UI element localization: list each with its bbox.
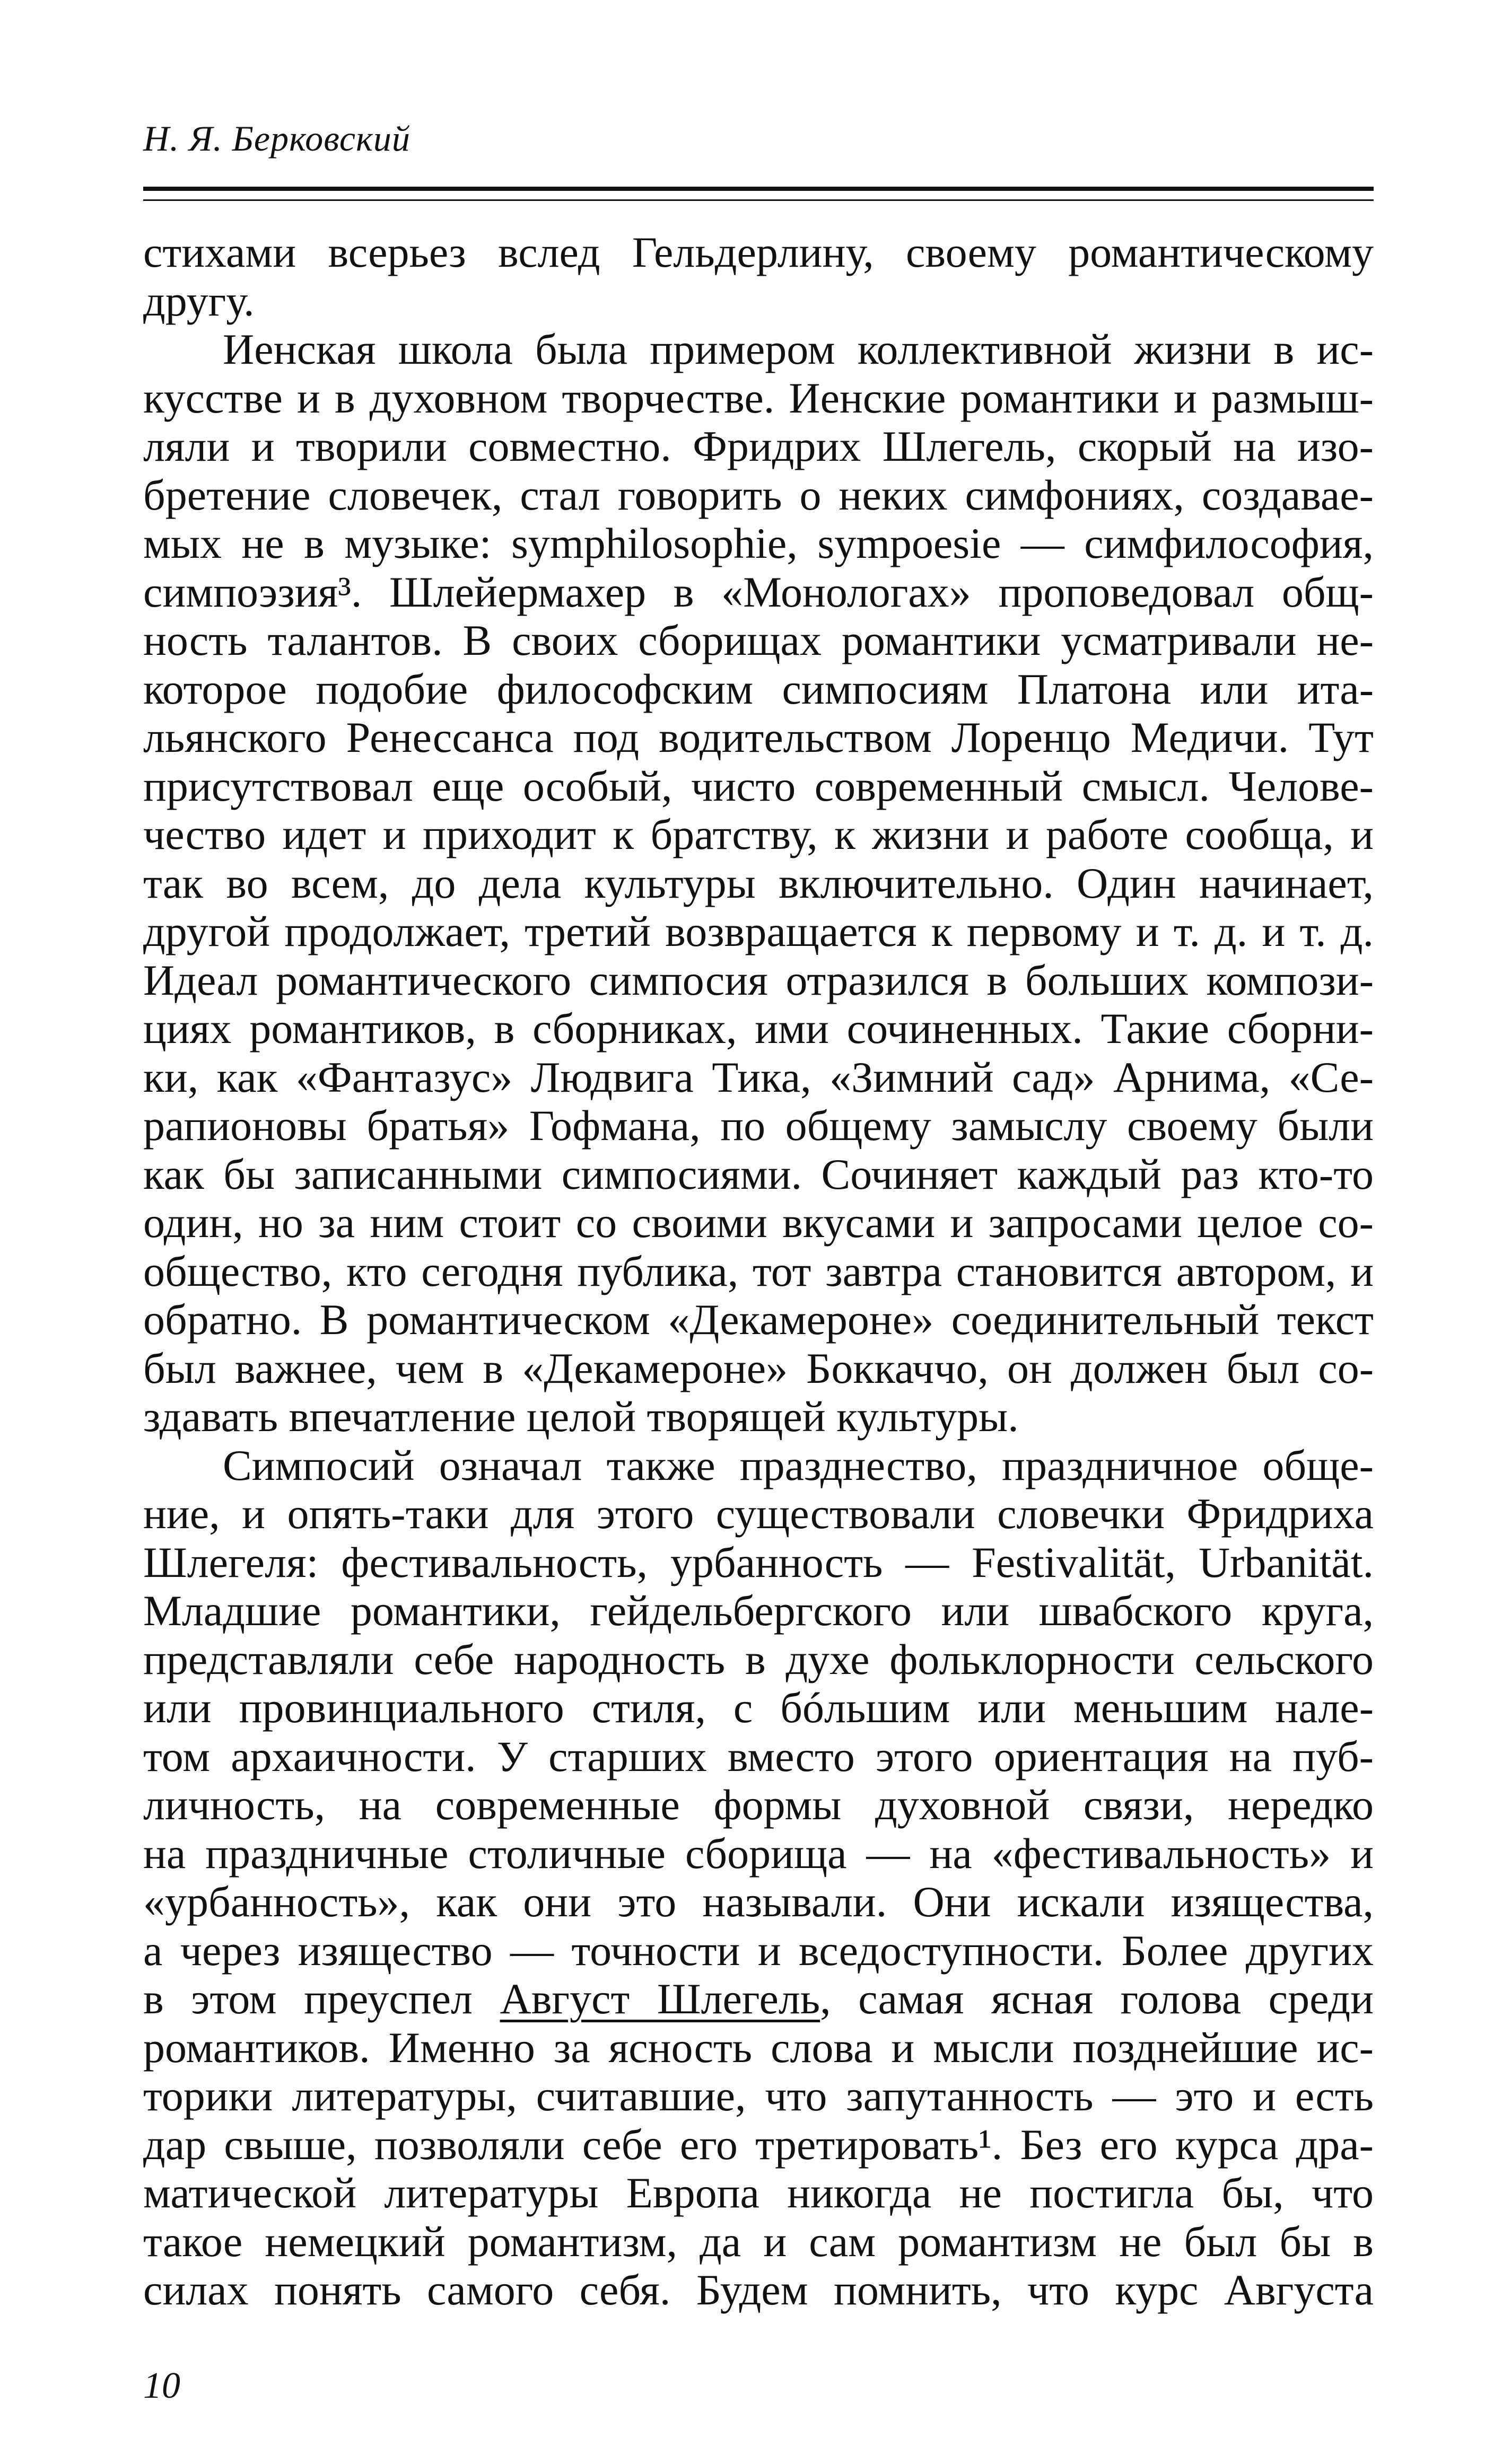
- text-line: дар свыше, позволяли себе его третировать¹. Без его курса дра-: [143, 2120, 1374, 2169]
- text-line: «урбанность», как они это называли. Они искали изящества,: [143, 1878, 1374, 1926]
- text-line: циях романтиков, в сборниках, ими сочиненных. Такие сборни-: [143, 1004, 1374, 1053]
- text-line: льянского Ренессанса под водительством Лоренцо Медичи. Тут: [143, 713, 1374, 761]
- text-line: романтиков. Именно за ясность слова и мысли позднейшие ис-: [143, 2023, 1374, 2072]
- text-line: силах понять самого себя. Будем помнить, что курс Августа: [143, 2266, 1374, 2314]
- text-line: Младшие романтики, гейдельбергского или швабского круга,: [143, 1586, 1374, 1635]
- text-line: том архаичности. У старших вместо этого ориентация на пуб-: [143, 1732, 1374, 1781]
- text-line: так во всем, до дела культуры включительно. Один начинает,: [143, 858, 1374, 907]
- text-line: другу.: [143, 276, 255, 325]
- page-number: 10: [143, 2365, 180, 2406]
- text-line: кусстве и в духовном творчестве. Иенские романтики и размыш-: [143, 373, 1374, 422]
- paragraph-first-line: Иенская школа была примером коллективной жизни в ис-: [223, 325, 1374, 373]
- text-line: ляли и творили совместно. Фридрих Шлегель, скорый на изо-: [143, 422, 1374, 470]
- text-line: мых не в музыке: symphilosophie, sympoesie — симфилософия,: [143, 519, 1374, 567]
- text-line: здавать впечатление целой творящей культуры.: [143, 1392, 1019, 1441]
- text-line: матической литературы Европа никогда не постигла бы, что: [143, 2169, 1374, 2217]
- text-line: а через изящество — точности и вседоступности. Более других: [143, 1926, 1374, 1975]
- text-line: на праздничные столичные сборища — на «фестивальность» и: [143, 1829, 1374, 1878]
- header-rule-thin: [143, 199, 1374, 201]
- text-line: присутствовал еще особый, чисто современный смысл. Челове-: [143, 761, 1374, 810]
- text-line: ность талантов. В своих сборищах романтики усматривали не-: [143, 616, 1374, 664]
- text-line-with-underline: в этом преуспел Август Шлегель, самая ясная голова среди: [143, 1975, 1374, 2023]
- text-line: другой продолжает, третий возвращается к первому и т. д. и т. д.: [143, 907, 1374, 955]
- text-line: или провинциального стиля, с бóльшим или меньшим нале-: [143, 1683, 1374, 1732]
- text-line: чество идет и приходит к братству, к жизни и работе сообща, и: [143, 810, 1374, 858]
- underlined-phrase: Август Шлегель: [500, 1975, 820, 2023]
- body-text: [143, 228, 1374, 2314]
- text-line: бретение словечек, стал говорить о неких симфониях, создавае-: [143, 470, 1374, 519]
- text-line: симпоэзия³. Шлейермахер в «Монологах» проповедовал общ-: [143, 567, 1374, 616]
- text-line: как бы записанными симпосиями. Сочиняет каждый раз кто-то: [143, 1150, 1374, 1198]
- text-line: ние, и опять-таки для этого существовали словечки Фридриха: [143, 1489, 1374, 1538]
- text-line: личность, на современные формы духовной связи, нередко: [143, 1781, 1374, 1829]
- text-line: рапионовы братья» Гофмана, по общему замыслу своему были: [143, 1101, 1374, 1150]
- text-line: ки, как «Фантазус» Людвига Тика, «Зимний сад» Арнима, «Се-: [143, 1053, 1374, 1101]
- text-line: один, но за ним стоит со своими вкусами и запросами целое со-: [143, 1198, 1374, 1247]
- header-rule-thick: [143, 187, 1374, 191]
- running-head: Н. Я. Берковский: [143, 118, 410, 159]
- text-line: торики литературы, считавшие, что запутанность — это и есть: [143, 2072, 1374, 2120]
- text-line: Шлегеля: фестивальность, урбанность — Festivalität, Urbanität.: [143, 1538, 1374, 1586]
- paragraph-first-line: Симпосий означал также празднество, праздничное обще-: [223, 1441, 1374, 1489]
- text-line: стихами всерьез вслед Гельдерлину, своему романтическому: [143, 228, 1374, 276]
- text-line: Идеал романтического симпосия отразился в больших компози-: [143, 955, 1374, 1004]
- text-line: был важнее, чем в «Декамероне» Боккаччо, он должен был со-: [143, 1344, 1374, 1392]
- text-line: общество, кто сегодня публика, тот завтра становится автором, и: [143, 1247, 1374, 1295]
- text-line: которое подобие философским симпосиям Платона или ита-: [143, 664, 1374, 713]
- text-line: обратно. В романтическом «Декамероне» соединительный текст: [143, 1295, 1374, 1344]
- text-line: такое немецкий романтизм, да и сам романтизм не был бы в: [143, 2217, 1374, 2266]
- text-line: представляли себе народность в духе фольклорности сельского: [143, 1635, 1374, 1683]
